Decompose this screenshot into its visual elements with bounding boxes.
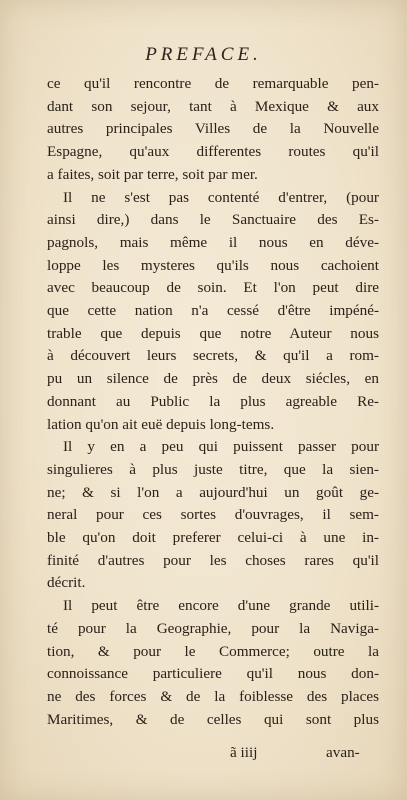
text-line: pu un silence de près de deux siécles, en — [47, 370, 379, 388]
text-line: ne des forces & de la foiblesse des places — [47, 687, 379, 705]
text-line: Espagne, qu'aux differentes routes qu'il — [47, 143, 379, 161]
text-line: loppe les mysteres qu'ils nous cachoient — [47, 256, 379, 274]
paragraph-start-line: Il y en a peu qui puissent passer pour — [63, 438, 379, 456]
text-line: à découvert leurs secrets, & qu'il a rom- — [47, 347, 379, 365]
text-line: connoissance particuliere qu'il nous don- — [47, 665, 379, 683]
text-line: neral pour ces sortes d'ouvrages, il sem- — [47, 506, 379, 524]
text-line: dant son sejour, tant à Mexique & aux — [47, 97, 379, 115]
text-line: ce qu'il rencontre de remarquable pen- — [47, 75, 379, 92]
text-line: autres principales Villes de la Nouvelle — [47, 120, 379, 138]
text-line: que cette nation n'a cessé d'être impéné- — [47, 302, 379, 320]
catchword: avan- — [326, 744, 360, 761]
text-line: pagnols, mais même il nous en déve- — [47, 233, 379, 251]
text-line: avec beaucoup de soin. Et l'on peut dire — [47, 279, 379, 297]
text-line: ble qu'on doit preferer celui-ci à une in- — [47, 529, 379, 547]
text-line: ne; & si l'on a aujourd'hui un goût ge- — [47, 483, 379, 501]
text-line: singulieres à plus juste titre, que la sien- — [47, 460, 379, 478]
text-line: décrit. — [47, 574, 86, 592]
text-line: a faites, soit par terre, soit par mer. — [47, 165, 258, 183]
text-line: trable que depuis que notre Auteur nous — [47, 324, 379, 342]
text-line: finité d'autres pour les choses rares qu'il — [47, 551, 379, 569]
text-line: tion, & pour le Commerce; outre la — [47, 642, 379, 660]
text-line: té pour la Geographie, pour la Naviga- — [47, 619, 379, 637]
text-line: lation qu'on ait euë depuis long-tems. — [47, 415, 275, 433]
signature-mark: ã iiij — [230, 744, 258, 761]
text-line: donnant au Public la plus agreable Re- — [47, 392, 379, 410]
text-line: ainsi dire,) dans le Sanctuaire des Es- — [47, 211, 379, 229]
preface-text — [47, 73, 379, 731]
text-line: Maritimes, & de celles qui sont plus — [47, 710, 379, 728]
page-footer — [0, 744, 407, 768]
paragraph-start-line: Il peut être encore d'une grande utili- — [63, 597, 379, 615]
running-head: PREFACE. — [145, 44, 262, 65]
paragraph-start-line: Il ne s'est pas contenté d'entrer, (pour — [63, 188, 379, 206]
